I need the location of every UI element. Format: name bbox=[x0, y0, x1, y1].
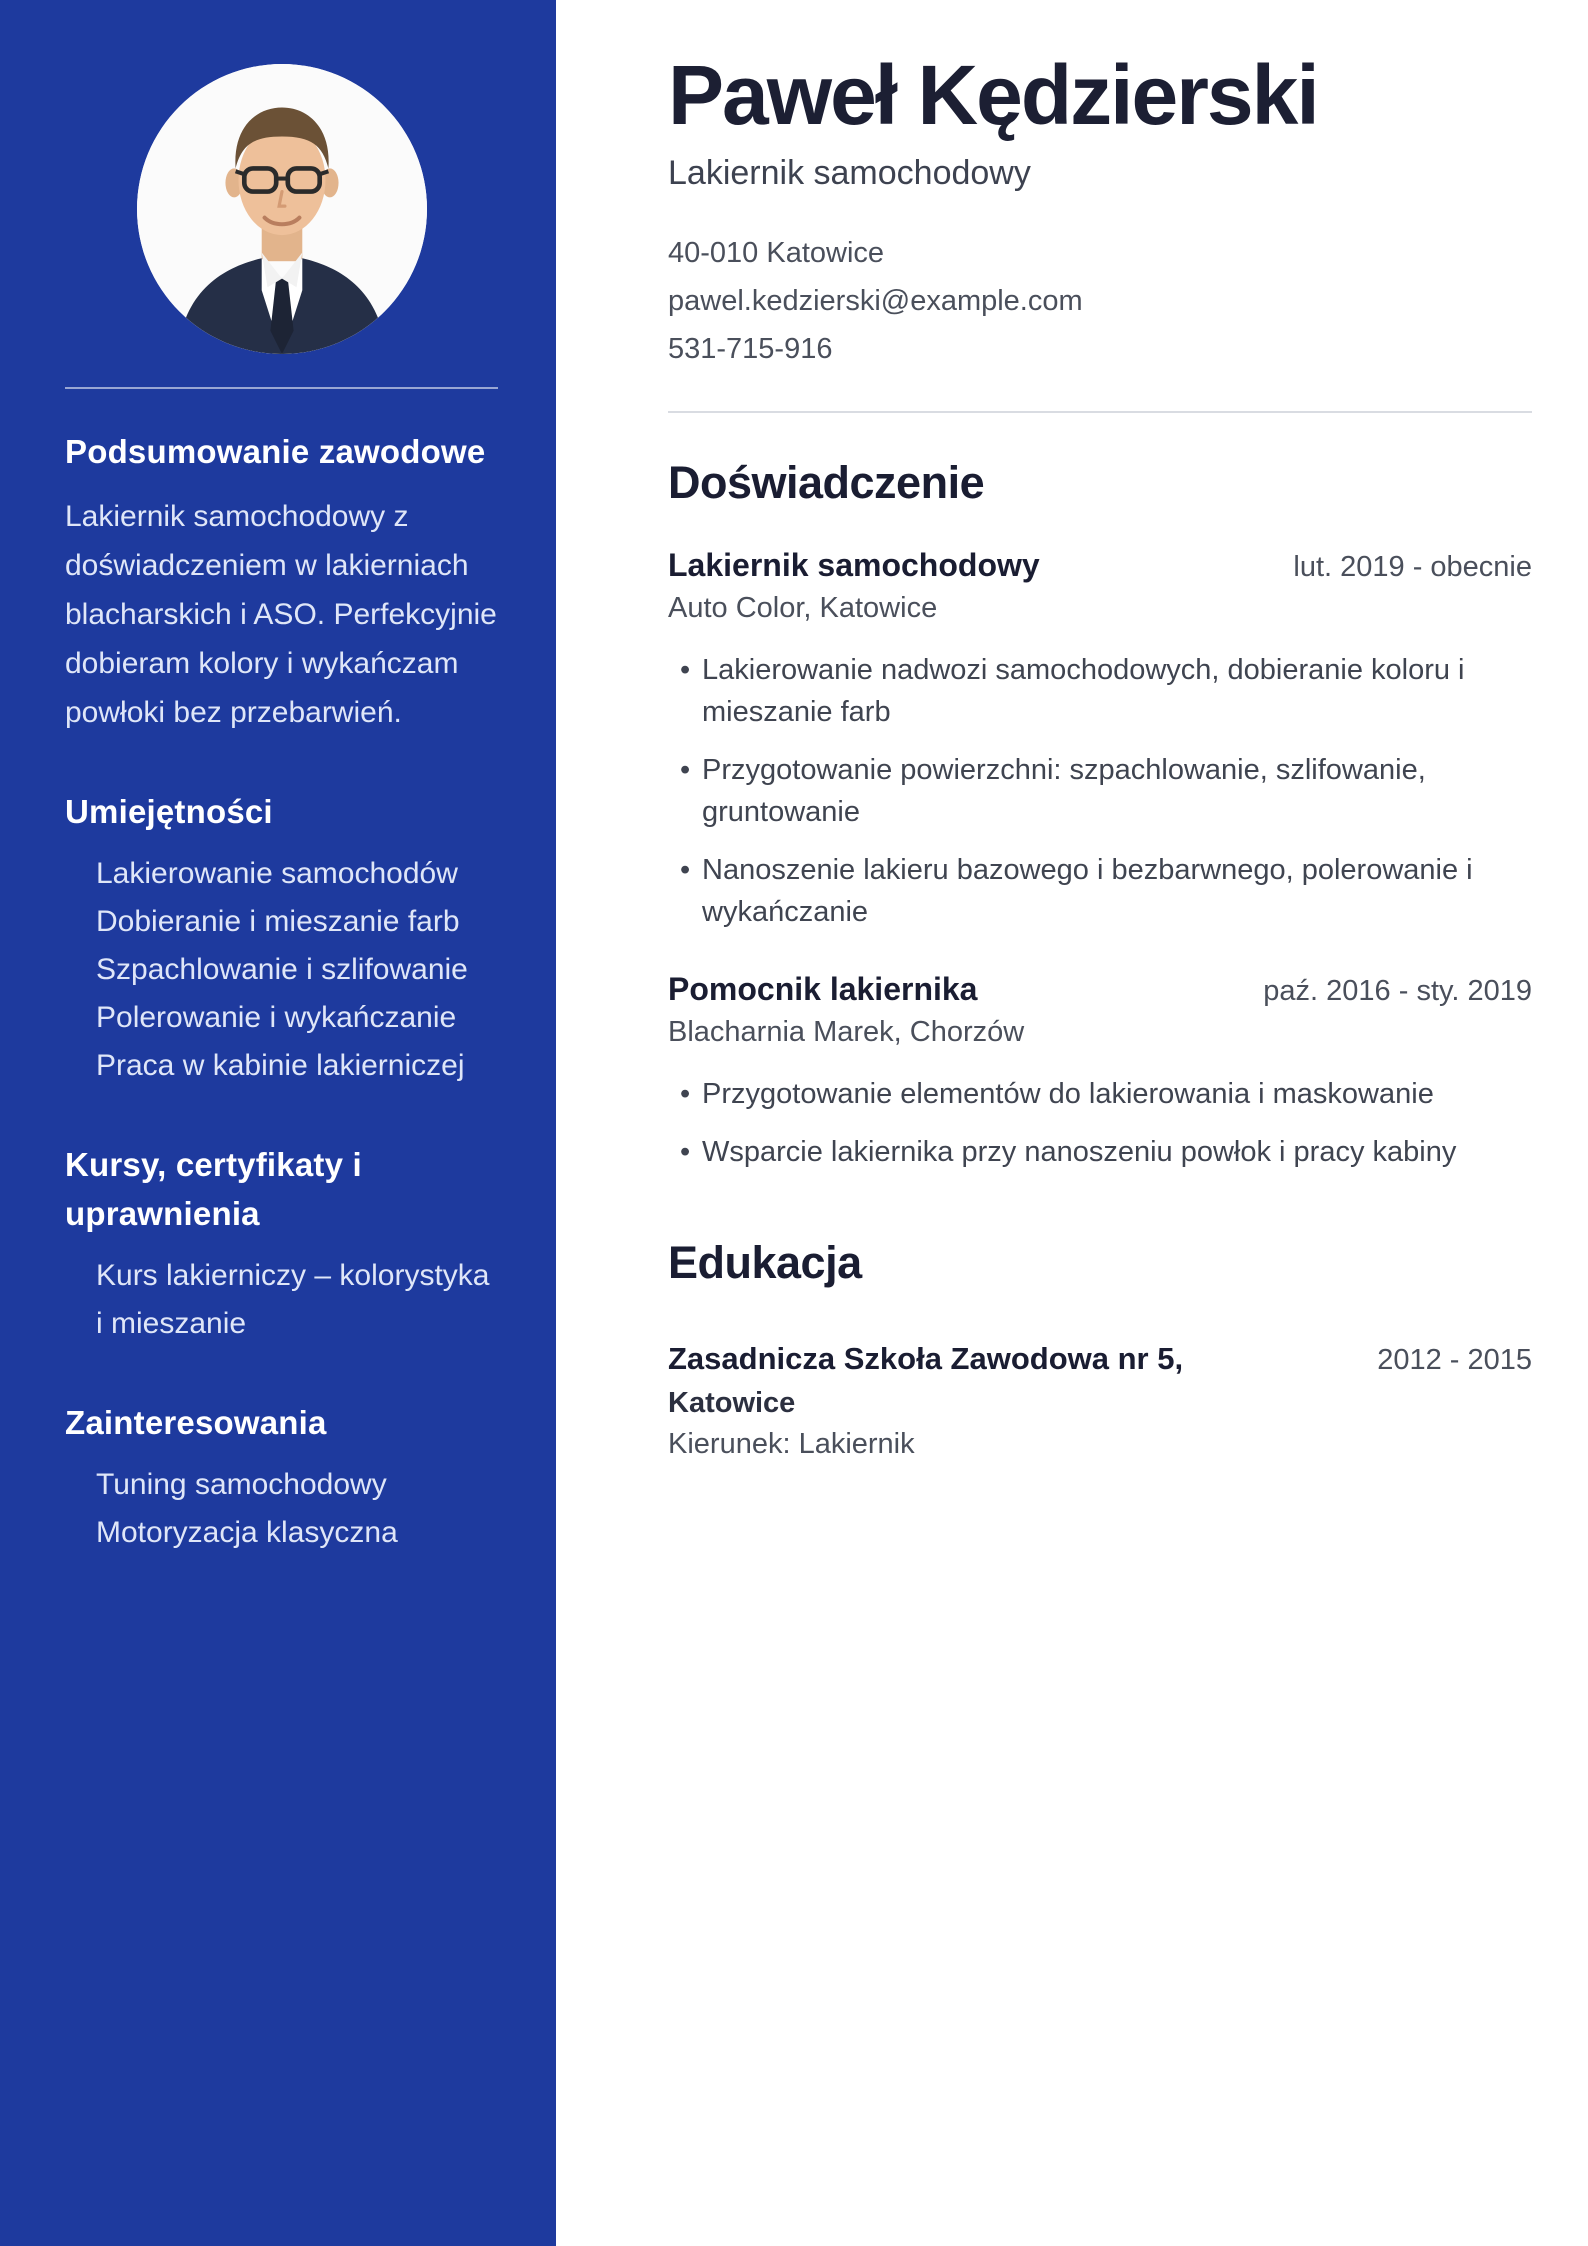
skills-list bbox=[65, 850, 498, 1090]
profile-photo bbox=[137, 64, 427, 354]
courses-heading: Kursy, certyfikaty i uprawnienia bbox=[65, 1146, 362, 1232]
main-content bbox=[556, 0, 1588, 2246]
profile-photo-illustration bbox=[137, 64, 427, 354]
job-role: Lakiernik samochodowy bbox=[668, 547, 1040, 584]
sidebar-divider bbox=[65, 387, 498, 389]
school-dates: 2012 - 2015 bbox=[1377, 1344, 1532, 1377]
school-header-row bbox=[668, 1341, 1532, 1377]
school-name: Zasadnicza Szkoła Zawodowa nr 5, bbox=[668, 1341, 1184, 1377]
experience-entry bbox=[668, 971, 1532, 1173]
interests-heading: Zainteresowania bbox=[65, 1404, 327, 1441]
sidebar bbox=[0, 0, 556, 2246]
job-header-row bbox=[668, 547, 1532, 584]
interest-item: Tuning samochodowy bbox=[96, 1468, 387, 1501]
experience-heading: Doświadczenie bbox=[668, 457, 985, 509]
job-header-row bbox=[668, 971, 1532, 1008]
school-major: Kierunek: Lakiernik bbox=[668, 1428, 915, 1461]
summary-text: Lakiernik samochodowy z doświadczeniem w lakierniach blacharskich i ASO. Perfekcyjnie dobieram kolory i wykańczam powłoki bez przebarwień. bbox=[65, 500, 497, 729]
job-company: Blacharnia Marek, Chorzów bbox=[668, 1016, 1025, 1049]
skill-item: Polerowanie i wykańczanie bbox=[96, 1001, 457, 1034]
contact-block bbox=[668, 229, 1532, 373]
job-bullet: • Przygotowanie elementów do lakierowania i maskowanie bbox=[668, 1073, 1508, 1115]
interests-list bbox=[65, 1461, 498, 1557]
summary-heading: Podsumowanie zawodowe bbox=[65, 433, 486, 470]
job-dates: lut. 2019 - obecnie bbox=[1293, 551, 1532, 584]
courses-list bbox=[65, 1252, 498, 1348]
job-bullet-list bbox=[668, 649, 1508, 933]
job-role: Pomocnik lakiernika bbox=[668, 971, 978, 1008]
education-entry bbox=[668, 1341, 1532, 1461]
skill-item: Dobieranie i mieszanie farb bbox=[96, 905, 460, 938]
skill-item: Praca w kabinie lakierniczej bbox=[96, 1049, 465, 1082]
skill-item: Lakierowanie samochodów bbox=[96, 857, 458, 890]
job-bullet-list bbox=[668, 1073, 1508, 1173]
job-dates: paź. 2016 - sty. 2019 bbox=[1263, 975, 1532, 1008]
person-job-title: Lakiernik samochodowy bbox=[668, 154, 1031, 193]
job-company: Auto Color, Katowice bbox=[668, 592, 938, 625]
skills-heading: Umiejętności bbox=[65, 793, 273, 830]
job-bullet: • Lakierowanie nadwozi samochodowych, dobieranie koloru i mieszanie farb bbox=[668, 649, 1508, 733]
job-bullet: • Wsparcie lakiernika przy nanoszeniu powłok i pracy kabiny bbox=[668, 1131, 1508, 1173]
experience-entry bbox=[668, 547, 1532, 933]
job-bullet: • Nanoszenie lakieru bazowego i bezbarwnego, polerowanie i wykańczanie bbox=[668, 849, 1508, 933]
school-location: Katowice bbox=[668, 1387, 796, 1420]
job-bullet: • Przygotowanie powierzchni: szpachlowanie, szlifowanie, gruntowanie bbox=[668, 749, 1508, 833]
contact-email: pawel.kedzierski@example.com bbox=[668, 285, 1083, 318]
skill-item: Szpachlowanie i szlifowanie bbox=[96, 953, 468, 986]
education-heading: Edukacja bbox=[668, 1237, 862, 1289]
contact-address: 40-010 Katowice bbox=[668, 237, 885, 270]
person-name: Paweł Kędzierski bbox=[668, 48, 1318, 142]
header-divider bbox=[668, 411, 1532, 413]
interest-item: Motoryzacja klasyczna bbox=[96, 1516, 398, 1549]
course-item: Kurs lakierniczy – kolorystyka i mieszanie bbox=[96, 1259, 490, 1340]
contact-phone: 531-715-916 bbox=[668, 333, 833, 366]
